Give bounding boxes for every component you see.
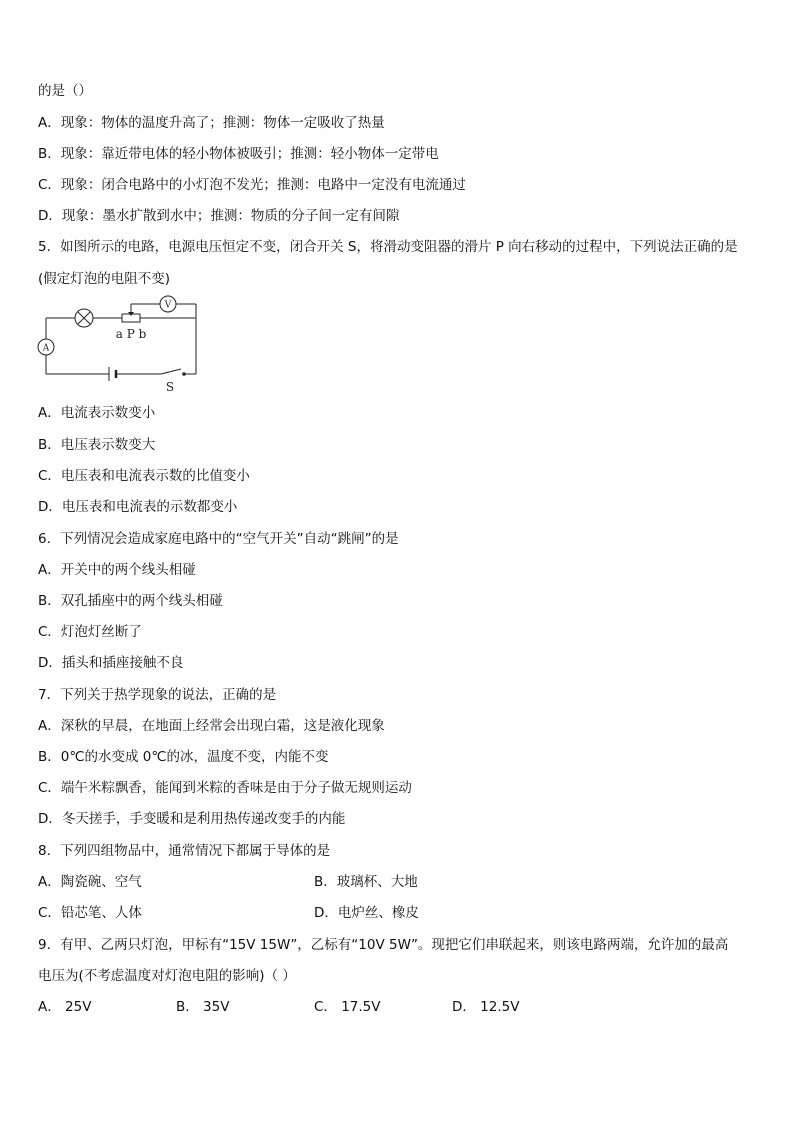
q8-option-a: A．陶瓷碗、空气 [38,874,142,890]
q7-stem: 7．下列关于热学现象的说法，正确的是 [38,687,277,703]
q7-option-b: B．0℃的水变成 0℃的冰，温度不变，内能不变 [38,749,329,765]
q8-option-c: C．铅芯笔、人体 [38,905,142,921]
q7-option-a: A．深秋的早晨，在地面上经常会出现白霜，这是液化现象 [38,718,385,734]
q6-option-a: A．开关中的两个线头相碰 [38,562,196,578]
q9-option-a: A． 25V [38,999,92,1015]
q9-option-c: C． 17.5V [314,999,381,1015]
switch-label: S [165,380,175,394]
q5-stem-line1: 5．如图所示的电路，电源电压恒定不变，闭合开关 S，将滑动变阻器的滑片 P 向右移动的过程中，下列说法正确的是 [38,239,738,255]
q6-option-d: D．插头和插座接触不良 [38,655,184,671]
q4-option-a: A．现象：物体的温度升高了；推测：物体一定吸收了热量 [38,115,385,131]
q6-option-c: C．灯泡灯丝断了 [38,624,142,640]
q7-option-d: D．冬天搓手，手变暖和是利用热传递改变手的内能 [38,811,346,827]
ammeter-symbol [38,339,54,355]
voltmeter-label: V [164,300,172,311]
q9-stem-line2: 电压为(不考虑温度对灯泡电阻的影响)（ ） [38,968,296,984]
q4-option-c: C．现象：闭合电路中的小灯泡不发光；推测：电路中一定没有电流通过 [38,177,466,193]
q5-option-b: B．电压表示数变大 [38,437,156,453]
q8-stem: 8．下列四组物品中，通常情况下都属于导体的是 [38,843,331,859]
switch-symbol [161,369,186,376]
q5-option-d: D．电压表和电流表的示数都变小 [38,499,238,515]
q4-option-d: D．现象：墨水扩散到水中；推测：物质的分子间一定有间隙 [38,208,400,224]
q9-option-d: D． 12.5V [452,999,520,1015]
q4-option-b: B．现象：靠近带电体的轻小物体被吸引；推测：轻小物体一定带电 [38,146,439,162]
q8-option-d: D．电炉丝、橡皮 [314,905,419,921]
lamp-symbol [75,309,93,327]
q7-option-c: C．端午米粽飘香，能闻到米粽的香味是由于分子做无规则运动 [38,780,412,796]
q5-option-a: A．电流表示数变小 [38,405,156,421]
rheostat-terminal-labels: a P b [115,327,147,341]
voltmeter-symbol [160,296,176,312]
q5-stem-line2: (假定灯泡的电阻不变) [38,271,171,287]
q9-stem-line1: 9．有甲、乙两只灯泡，甲标有“15V 15W”，乙标有“10V 5W”。现把它们串联起来，则该电路两端，允许加的最高 [38,937,729,953]
q9-option-b: B． 35V [176,999,230,1015]
ammeter-label: A [42,343,50,354]
rheostat-symbol [122,312,140,322]
q5-option-c: C．电压表和电流表示数的比值变小 [38,468,250,484]
q4-stem-tail: 的是（） [38,83,92,99]
q6-stem: 6．下列情况会造成家庭电路中的“空气开关”自动“跳闸”的是 [38,531,399,547]
q8-option-b: B．玻璃杯、大地 [314,874,418,890]
circuit-diagram [34,294,206,394]
q6-option-b: B．双孔插座中的两个线头相碰 [38,593,223,609]
battery-symbol [109,367,116,381]
